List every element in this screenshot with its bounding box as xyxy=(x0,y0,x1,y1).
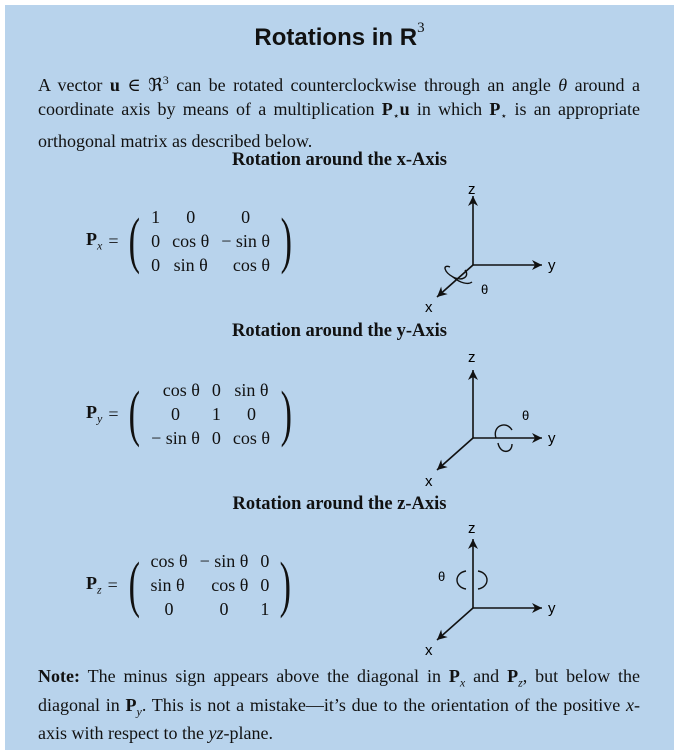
matrix-pz-body: cos θ − sin θ 0 sin θ cos θ 0 0 0 1 xyxy=(150,550,270,619)
matrix-py-body: cos θ 0 sin θ 0 1 0 − sin θ 0 cos θ xyxy=(151,379,271,448)
rotation-arrow-icon xyxy=(457,571,466,589)
heading-z-axis: Rotation around the z-Axis xyxy=(232,494,447,514)
heading-y-axis: Rotation around the y-Axis xyxy=(232,321,447,341)
theta-label: θ xyxy=(522,408,530,423)
page-title: Rotations in $R^3$ xyxy=(254,20,425,51)
x-label: x xyxy=(425,642,433,659)
theta-label: θ xyxy=(438,569,446,584)
x-axis xyxy=(437,438,473,470)
x-axis xyxy=(437,608,473,640)
intro-paragraph: A vector u ∈ ℜ$^3$ can be rotated counterclockwise through an angle θ around a coordinate axis by means of a multiplication $P_⋆u$ in which $P_⋆$ is an appropriate orthogonal matrix as described below. xyxy=(38,73,641,151)
axes-diagram-x xyxy=(420,172,580,322)
y-label: y xyxy=(548,600,556,617)
y-label: y xyxy=(548,430,556,447)
z-label: z xyxy=(468,349,476,366)
x-label: x xyxy=(425,473,433,490)
axes-diagram-y xyxy=(420,346,580,496)
y-label: y xyxy=(548,257,556,274)
z-label: z xyxy=(468,181,476,198)
z-label: z xyxy=(468,520,476,537)
matrix-px-body: 1 0 0 0 cos θ − sin θ 0 sin θ cos θ xyxy=(151,206,271,275)
matrix-pz: $P_z$ = ( cos θ − sin θ 0 sin θ cos θ 0 0 0 1 ) xyxy=(86,550,292,619)
x-label: x xyxy=(425,299,433,316)
heading-x-axis: Rotation around the x-Axis xyxy=(232,150,447,170)
x-axis xyxy=(437,265,473,297)
axes-diagram-z xyxy=(420,515,580,665)
theta-label: θ xyxy=(481,282,489,297)
matrix-px: $P_x$ = ( 1 0 0 0 cos θ − sin θ 0 sin θ cos θ ) xyxy=(86,206,293,275)
matrix-py: $P_y$ = ( cos θ 0 sin θ 0 1 0 − sin θ 0 cos θ ) xyxy=(86,379,293,448)
rotation-arrow-icon xyxy=(495,425,512,438)
note-paragraph: Note: The minus sign appears above the diagonal in $P_x$ and $P_z$, but below the diagonal in $P_y$. This is not a mistake—it’s due to the orientation of the positive x-axis with respect to the yz-plane. xyxy=(38,666,640,744)
